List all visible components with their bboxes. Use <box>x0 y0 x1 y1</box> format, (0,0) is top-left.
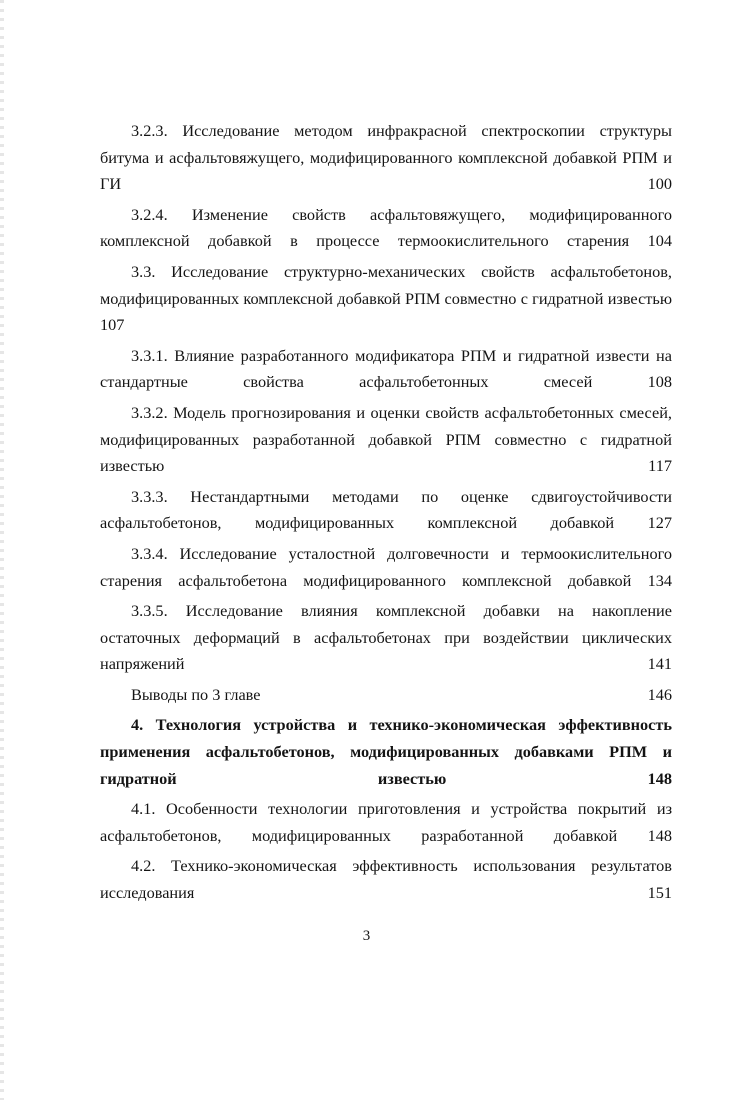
toc-entry-page: 127 <box>647 513 672 533</box>
toc-entry-3-3-2 <box>100 400 672 480</box>
toc-entry-3-3 <box>100 259 672 339</box>
toc-entry-text: 3.3.3. Нестандартными методами по оценке сдвигоустойчивости асфальтобетонов, модифицированных комплексной добавкой <box>100 486 672 533</box>
toc-entry-text: 3.3.2. Модель прогнозирования и оценки свойств асфальтобетонных смесей, модифицированных разработанной добавкой РПМ совместно с гидратной известью <box>100 402 672 476</box>
toc-entry-page: 134 <box>647 570 673 590</box>
toc-entry-page: 146 <box>647 684 672 704</box>
toc-entry-conclusions-3 <box>100 682 672 709</box>
toc-entry-page: 151 <box>647 883 672 903</box>
toc-entry-text: 4. Технология устройства и технико-экономическая эффективность применения асфальтобетонов, модифицированных добавками РПМ и гидратной известью <box>100 715 672 788</box>
toc-entry-page: 107 <box>100 315 125 335</box>
toc-entry-chapter-4 <box>100 712 672 792</box>
toc-entry-4-1 <box>100 796 672 849</box>
toc-entry-4-2 <box>100 853 672 906</box>
toc-entry-3-3-4 <box>100 541 672 594</box>
toc-entry-page: 148 <box>647 768 672 788</box>
toc-entry-page: 108 <box>647 372 672 392</box>
toc-entry-page: 104 <box>647 231 672 251</box>
toc-entry-text: 3.3.1. Влияние разработанного модификатора РПМ и гидратной извести на стандартные свойства асфальтобетонных смесей <box>100 345 672 392</box>
toc-entry-3-3-5 <box>100 598 672 678</box>
toc-entry-text: 4.1. Особенности технологии приготовления и устройства покрытий из асфальтобетонов, модифицированных разработанной добавкой <box>100 799 672 845</box>
toc-entry-text: 4.2. Технико-экономическая эффективность использования результатов исследования <box>100 856 672 903</box>
toc-entry-text: 3.3. Исследование структурно-механических свойств асфальтобетонов, модифицированных комплексной добавкой РПМ совместно с гидратной известью <box>100 261 672 308</box>
toc-entry-text: 3.3.4. Исследование усталостной долговечности и термоокислительного старения асфальтобетона модифицированного комплексной добавкой <box>100 543 672 590</box>
toc-entry-3-2-4 <box>100 202 672 255</box>
toc-entry-page: 117 <box>648 456 672 476</box>
toc-entry-3-3-1 <box>100 343 672 396</box>
toc-entry-page: 100 <box>647 174 672 194</box>
toc-entry-text: Выводы по 3 главе <box>131 684 261 704</box>
toc-entry-text: 3.2.3. Исследование методом инфракрасной спектроскопии структуры битума и асфальтовяжущего, модифицированного комплексной добавкой РПМ и ГИ <box>100 121 672 194</box>
toc-entry-text: 3.3.5. Исследование влияния комплексной добавки на накопление остаточных деформаций в асфальтобетонах при воздействии циклических напряжений <box>100 601 672 674</box>
toc-entry-page: 141 <box>647 654 672 674</box>
toc-entry-3-3-3 <box>100 484 672 537</box>
page-number: 3 <box>362 928 371 944</box>
table-of-contents <box>100 118 672 911</box>
toc-entry-3-2-3 <box>100 118 672 198</box>
toc-entry-page: 148 <box>647 825 672 845</box>
toc-entry-text: 3.2.4. Изменение свойств асфальтовяжущего, модифицированного комплексной добавкой в процессе термоокислительного старения <box>100 204 672 251</box>
